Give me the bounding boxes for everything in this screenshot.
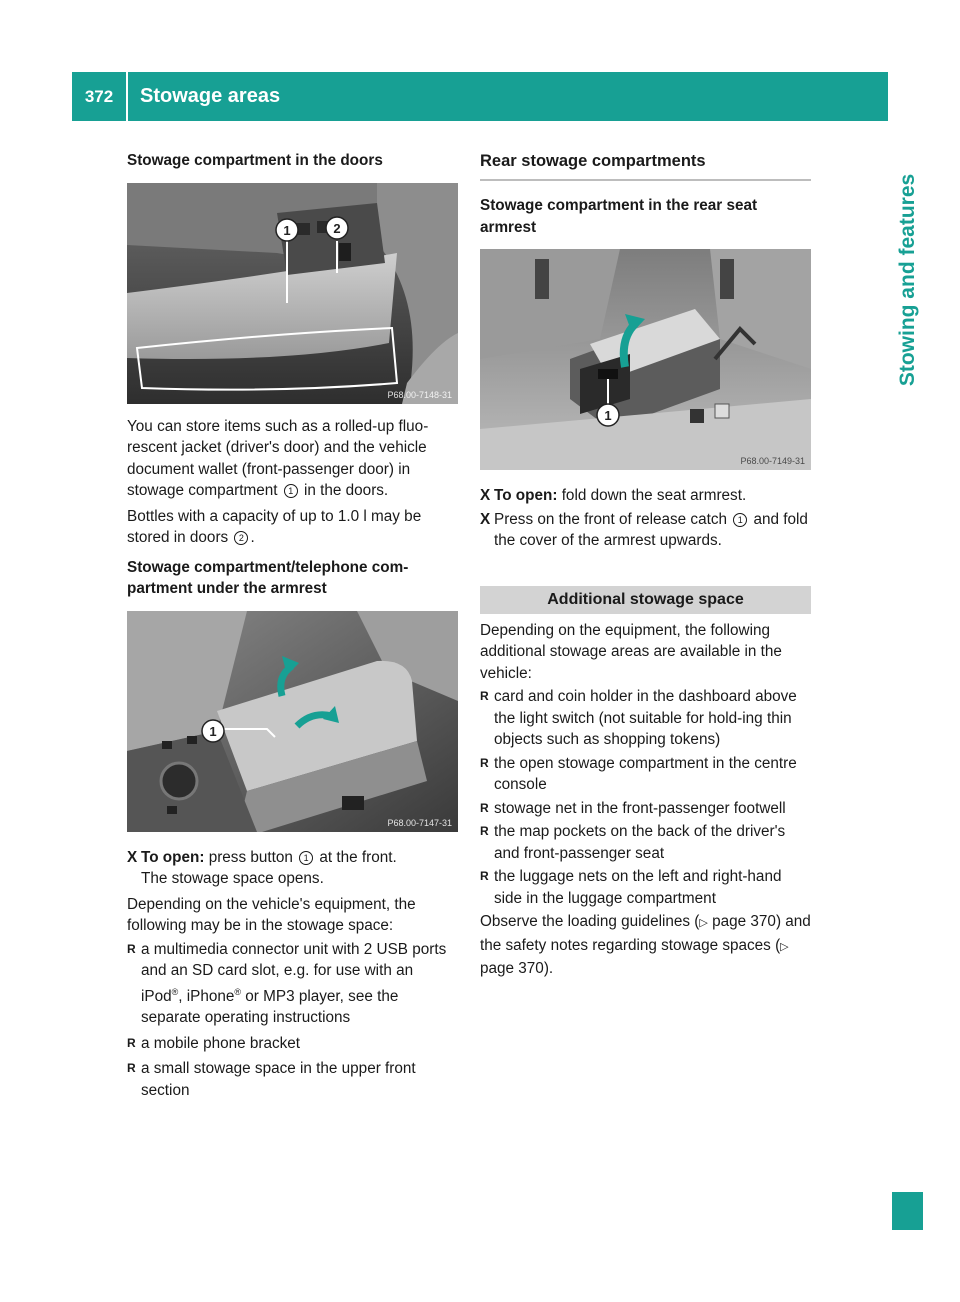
text: or MP3 player, see the separate operating instructions	[141, 987, 399, 1027]
step-label: To open:	[141, 848, 205, 866]
page-number: 372	[84, 86, 114, 106]
step-text	[494, 485, 746, 507]
list-item	[480, 798, 811, 820]
page-header	[72, 72, 888, 121]
callout-1: 1	[209, 723, 217, 739]
text: press button	[208, 848, 293, 866]
list-item	[480, 686, 811, 751]
bullet-marker: R	[127, 1061, 136, 1076]
paragraph-equipment: Depending on the vehicle's equipment, the following may be in the stowage space:	[127, 895, 416, 934]
list-item	[127, 939, 458, 1029]
figure-door-stowage	[127, 183, 458, 404]
list-item-text	[141, 939, 458, 1029]
list-item-text: a small stowage space in the upper front section	[141, 1060, 416, 1099]
bullet-marker: R	[480, 755, 489, 770]
bullet-marker: R	[127, 941, 136, 956]
item-number: 1	[733, 513, 747, 527]
chapter-title: Stowing and features	[896, 173, 919, 387]
step-label: To open:	[494, 487, 558, 504]
page-title: Stowage areas	[140, 85, 281, 107]
text: fold down the seat armrest.	[561, 487, 747, 504]
list-item	[480, 753, 811, 796]
figure-armrest	[127, 611, 458, 832]
list-item-text: card and coin holder in the dashboard above the light switch (not suitable for hold-ing thin objects such as shopping tokens)	[494, 688, 797, 748]
figure-code: P68.00-7149-31	[740, 456, 805, 466]
registered-mark: ®	[234, 986, 242, 997]
paragraph-door-stowage	[127, 416, 458, 502]
text: Observe the loading guidelines (	[480, 913, 700, 930]
callout-1: 1	[283, 222, 291, 238]
item-number: 1	[299, 851, 313, 865]
text: .	[250, 529, 255, 546]
list-item	[480, 866, 811, 909]
item-number: 1	[284, 484, 298, 498]
right-column	[480, 150, 811, 980]
step-marker: X	[127, 848, 138, 866]
text: at the front.	[319, 848, 397, 866]
bullet-marker: R	[480, 869, 489, 883]
paragraph-bottles	[127, 506, 458, 549]
step-marker: X	[480, 487, 491, 504]
bullet-marker: R	[480, 800, 489, 815]
rear-armrest-illustration	[480, 249, 811, 470]
text: You can store items such as a rolled-up fluo-rescent jacket (driver's door) and the vehicle document wallet (front-passenger door) in stowage compartment	[127, 417, 429, 499]
step-marker: X	[480, 510, 491, 528]
step-text	[141, 847, 397, 890]
paragraph-loading-guidelines	[480, 911, 811, 980]
text: , iPhone	[178, 987, 235, 1005]
list-item-text: the open stowage compartment in the centre console	[494, 754, 797, 793]
armrest-illustration	[127, 611, 458, 832]
bullet-marker: R	[480, 824, 489, 838]
bullet-list-additional	[480, 686, 811, 909]
page-reference-link[interactable]: page 370	[712, 913, 776, 930]
step-item	[127, 847, 458, 890]
text: a multimedia connector unit with 2 USB ports and an SD card slot, e.g. for use with an iPod	[141, 940, 447, 1005]
callout-1: 1	[604, 408, 612, 423]
text: in the doors.	[304, 482, 389, 499]
paragraph-additional: Depending on the equipment, the following additional stowage areas are available in the vehicle:	[480, 621, 782, 682]
section-title-armrest: Stowage compartment/telephone com-partment under the armrest	[127, 558, 409, 597]
list-item-text: the map pockets on the back of the driver's and front-passenger seat	[494, 823, 786, 862]
step-text	[494, 509, 811, 552]
step-open-armrest	[127, 847, 458, 890]
section-title-additional: Additional stowage space	[480, 586, 811, 614]
left-column	[127, 150, 458, 1101]
subsection-title-rear-armrest: Stowage compartment in the rear seat armrest	[480, 197, 758, 236]
chapter-tab-marker	[892, 1192, 923, 1230]
text: ).	[543, 960, 554, 977]
figure-code: P68.00-7148-31	[387, 389, 452, 400]
callout-2: 2	[333, 220, 341, 236]
page-reference-link[interactable]: page 370	[480, 960, 544, 977]
text: Press on the front of release catch	[494, 510, 727, 528]
text: The stowage space opens.	[141, 870, 324, 887]
page-reference-icon: ▷	[699, 917, 708, 929]
step-item	[480, 485, 811, 507]
list-item-text: a mobile phone bracket	[141, 1034, 301, 1052]
text: Bottles with a capacity of up to 1.0 l may be stored in doors	[127, 507, 422, 546]
registered-mark: ®	[171, 986, 179, 997]
steps-rear-armrest	[480, 485, 811, 552]
bullet-list-armrest	[127, 939, 458, 1102]
section-title-doors: Stowage compartment in the doors	[127, 152, 383, 169]
text: and fold the cover of the armrest upwards.	[494, 510, 808, 549]
bullet-marker: R	[127, 1035, 136, 1050]
bullet-marker: R	[480, 689, 489, 703]
list-item	[480, 821, 811, 864]
figure-rear-armrest	[480, 249, 811, 470]
text: ) and the safety notes regarding stowage spaces (	[480, 913, 811, 954]
section-title-rear: Rear stowage compartments	[480, 152, 811, 181]
figure-code: P68.00-7147-31	[387, 817, 452, 828]
door-stowage-illustration	[127, 183, 458, 404]
item-number: 2	[234, 531, 248, 545]
list-item	[127, 1058, 458, 1101]
step-item	[480, 509, 811, 552]
list-item	[127, 1033, 458, 1055]
page-reference-icon: ▷	[780, 940, 789, 953]
list-item-text: stowage net in the front-passenger footwell	[494, 799, 786, 817]
list-item-text: the luggage nets on the left and right-hand side in the luggage compartment	[494, 868, 782, 907]
